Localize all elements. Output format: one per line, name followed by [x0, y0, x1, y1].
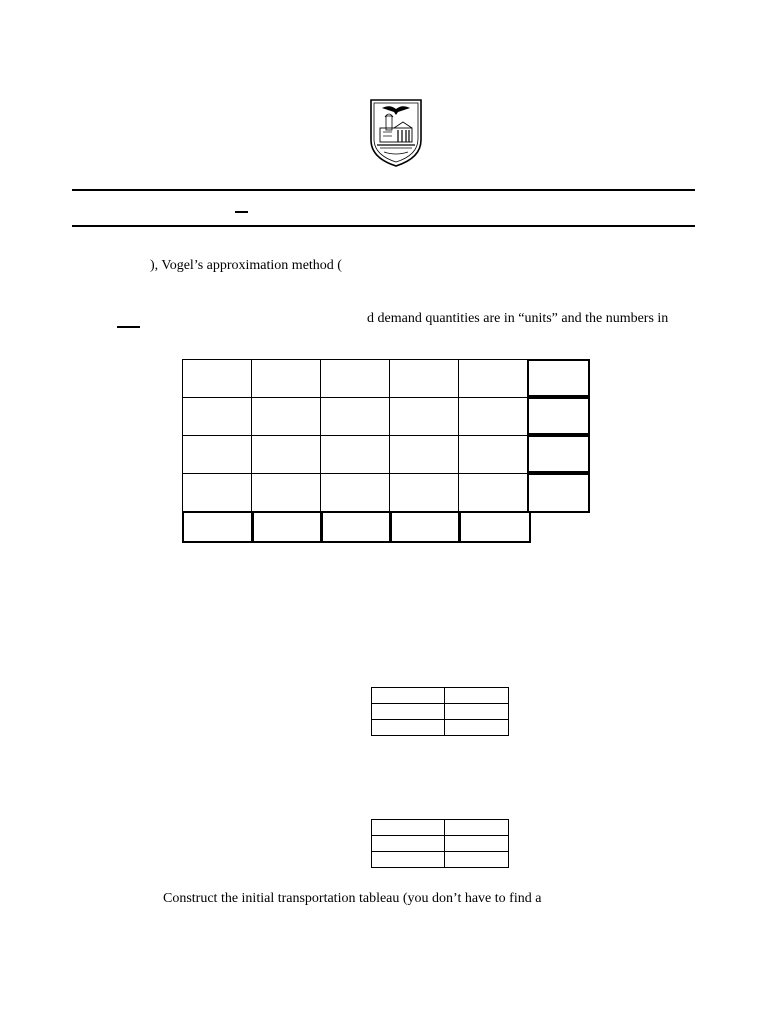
supply-cell [527, 359, 590, 397]
small-table-2 [371, 819, 509, 868]
table-cell [183, 474, 252, 512]
text-line-construct: Construct the initial transportation tableau (you don’t have to find a [163, 891, 542, 906]
table-cell [459, 398, 528, 436]
table-cell [390, 474, 459, 512]
table-cell [252, 360, 321, 398]
table-cell [321, 474, 390, 512]
table-cell [183, 360, 252, 398]
table-cell [390, 436, 459, 474]
table-cell [445, 852, 509, 868]
table-cell [372, 704, 445, 720]
table-cell [445, 704, 509, 720]
demand-cell [390, 511, 460, 543]
header-top-rule [72, 189, 695, 191]
supply-cell [527, 397, 590, 435]
header-bottom-rule [72, 225, 695, 227]
underscore-mark [117, 326, 140, 328]
table-cell [445, 720, 509, 736]
demand-cell [459, 511, 531, 543]
table-cell [183, 398, 252, 436]
table-cell [372, 820, 445, 836]
table-cell [372, 852, 445, 868]
table-cell [252, 474, 321, 512]
demand-cell [321, 511, 391, 543]
table-cell [321, 436, 390, 474]
header-underscore-mark [235, 211, 248, 213]
table-cell [445, 688, 509, 704]
table-cell [321, 360, 390, 398]
supply-cell [527, 473, 590, 513]
demand-cell [252, 511, 322, 543]
table-cell [372, 688, 445, 704]
table-cell [321, 398, 390, 436]
university-seal-icon [368, 96, 424, 168]
text-line-vogel: ), Vogel’s approximation method ( [150, 258, 342, 273]
table-cell [372, 720, 445, 736]
small-table-1 [371, 687, 509, 736]
text-line-demand: d demand quantities are in “units” and the numbers in [367, 311, 669, 326]
table-cell [390, 398, 459, 436]
table-cell [372, 836, 445, 852]
transportation-cost-table [182, 359, 528, 512]
table-cell [445, 820, 509, 836]
table-cell [459, 360, 528, 398]
table-cell [252, 398, 321, 436]
table-cell [445, 836, 509, 852]
table-cell [252, 436, 321, 474]
table-cell [459, 436, 528, 474]
table-cell [390, 360, 459, 398]
table-cell [183, 436, 252, 474]
supply-cell [527, 435, 590, 473]
table-cell [459, 474, 528, 512]
demand-cell [182, 511, 253, 543]
